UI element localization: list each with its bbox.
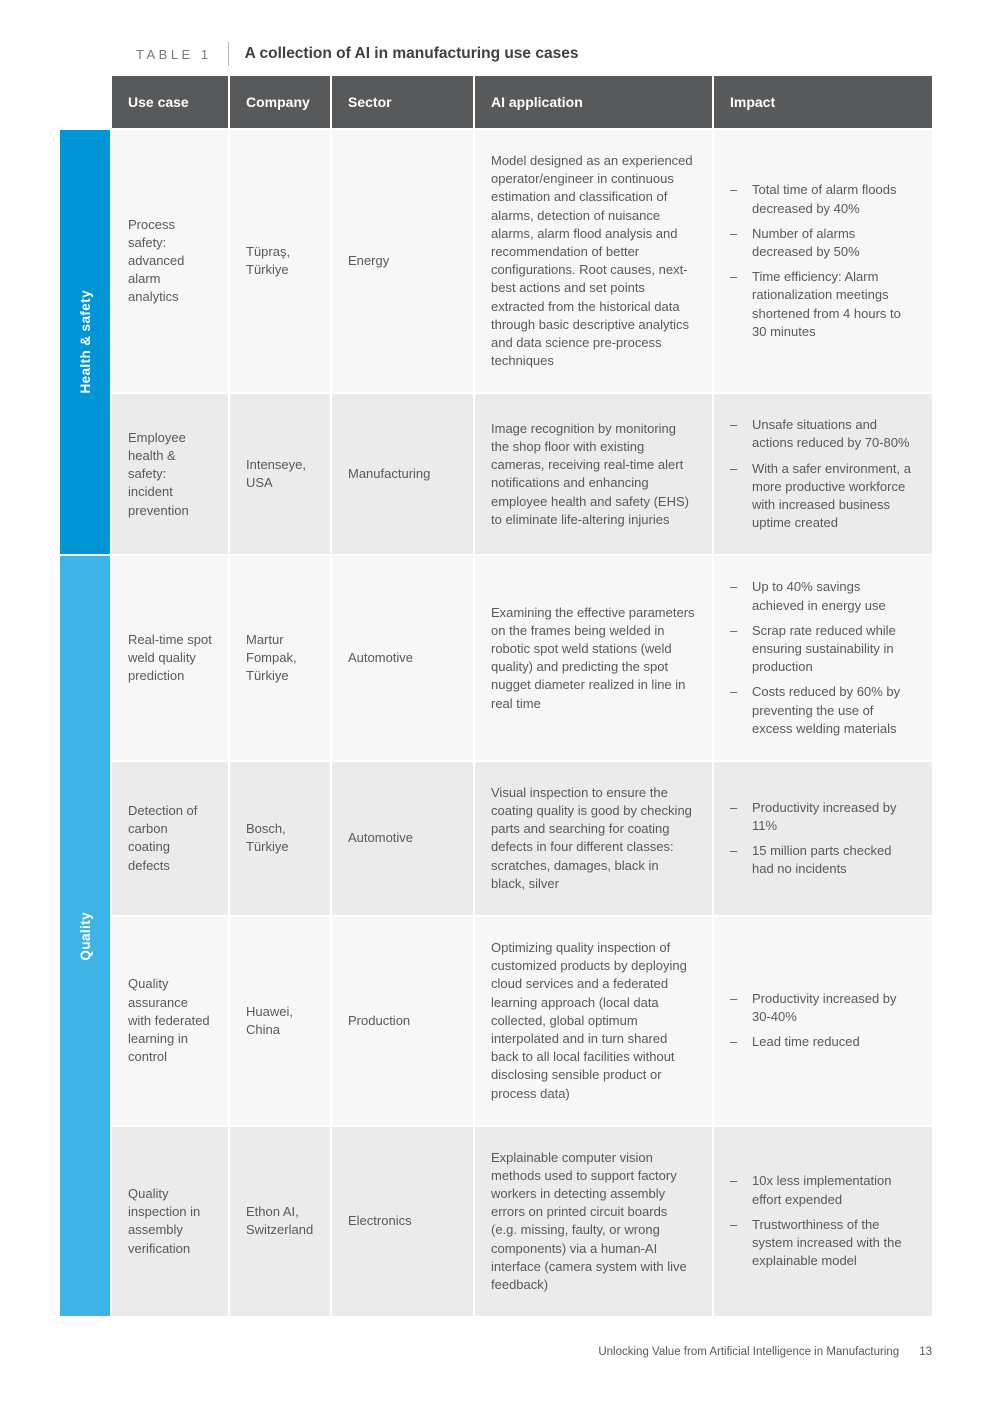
cell-use-case: Detection of carbon coating defects (112, 762, 228, 915)
cell-company: Ethon AI, Switzerland (230, 1127, 330, 1317)
impact-text: Total time of alarm floods decreased by 40% (752, 182, 897, 216)
column-header-use-case: Use case (112, 76, 228, 128)
impact-bullet-dash: – (730, 579, 738, 595)
impact-text: Number of alarms decreased by 50% (752, 225, 860, 259)
use-cases-table (60, 76, 932, 1318)
column-header-impact: Impact (714, 76, 932, 128)
impact-bullet-dash: – (730, 269, 738, 285)
impact-bullet-dash: – (730, 1034, 738, 1050)
impact-item (730, 622, 916, 677)
cell-use-case: Quality assurance with federated learning in control (112, 917, 228, 1125)
table-row (112, 556, 932, 760)
cell-impact (714, 1127, 932, 1317)
cell-impact (714, 556, 932, 760)
impact-item (730, 799, 916, 835)
cell-company: Huawei, China (230, 917, 330, 1125)
row-group (60, 556, 932, 1316)
impact-bullet-dash: – (730, 991, 738, 1007)
group-rows (112, 130, 932, 554)
cell-impact (714, 130, 932, 392)
cell-ai-application: Explainable computer vision methods used to support factory workers in detecting assembly errors on printed circuit boards (e.g. missing, faulty, or wrong components) via a human-AI interface (camera system with live feedback) (475, 1127, 712, 1317)
impact-item (730, 1216, 916, 1271)
cell-company: Martur Fompak, Türkiye (230, 556, 330, 760)
cell-sector: Manufacturing (332, 394, 473, 554)
impact-bullet-dash: – (730, 182, 738, 198)
impact-text: With a safer environment, a more productive workforce with increased business uptime created (752, 460, 911, 531)
impact-text: Unsafe situations and actions reduced by 70-80% (752, 417, 910, 451)
table-row (112, 917, 932, 1125)
table-body (60, 130, 932, 1316)
impact-bullet-dash: – (730, 1216, 738, 1232)
column-header-ai-application: AI application (475, 76, 712, 128)
impact-item (730, 268, 916, 341)
impact-bullet-dash: – (730, 417, 738, 433)
impact-bullet-dash: – (730, 225, 738, 241)
cell-use-case: Process safety: advanced alarm analytics (112, 130, 228, 392)
impact-text: Up to 40% savings achieved in energy use (752, 579, 886, 613)
cell-ai-application: Visual inspection to ensure the coating quality is good by checking parts and searching for coating defects in four different classes: scratches, damages, black in black, silver (475, 762, 712, 915)
impact-list (730, 1172, 916, 1270)
impact-text: 15 million parts checked had no incidents (752, 842, 892, 877)
row-group (60, 130, 932, 554)
cell-ai-application: Model designed as an experienced operator/engineer in continuous estimation and classification of alarms, detection of nuisance alarms, alarm flood analysis and recommendation of better configurations. Root causes, next-best actions and set points extracted from the historical data through basic descriptive analytics and data science pre-process techniques (475, 130, 712, 392)
cell-sector: Electronics (332, 1127, 473, 1317)
cell-sector: Energy (332, 130, 473, 392)
cell-sector: Production (332, 917, 473, 1125)
group-bar (60, 556, 110, 1316)
cell-sector: Automotive (332, 762, 473, 915)
impact-text: Productivity increased by 11% (752, 799, 897, 833)
cell-company: Bosch, Türkiye (230, 762, 330, 915)
impact-text: Costs reduced by 60% by preventing the use of excess welding materials (752, 684, 901, 736)
impact-list (730, 181, 916, 341)
cell-company: Intenseye, USA (230, 394, 330, 554)
group-bar (60, 130, 110, 554)
page-footer (598, 1346, 932, 1358)
cell-impact (714, 394, 932, 554)
impact-bullet-dash: – (730, 799, 738, 815)
impact-text: 10x less implementation effort expended (752, 1173, 892, 1207)
cell-impact (714, 762, 932, 915)
page-number: 13 (919, 1346, 932, 1358)
table-row (112, 1127, 932, 1317)
impact-item (730, 683, 916, 738)
impact-item (730, 990, 916, 1026)
impact-item (730, 578, 916, 614)
impact-list (730, 799, 916, 879)
table-header-row (112, 76, 932, 128)
table-title: A collection of AI in manufacturing use cases (244, 45, 579, 62)
impact-list (730, 578, 916, 738)
table-caption (136, 42, 578, 66)
table-row (112, 130, 932, 392)
table-row (112, 762, 932, 915)
column-header-company: Company (230, 76, 330, 128)
table-label: TABLE 1 (136, 46, 212, 62)
impact-bullet-dash: – (730, 1173, 738, 1189)
impact-item (730, 460, 916, 533)
cell-use-case: Employee health & safety: incident prevention (112, 394, 228, 554)
impact-item (730, 1033, 916, 1051)
impact-bullet-dash: – (730, 460, 738, 476)
group-label: Quality (77, 912, 93, 961)
impact-item (730, 225, 916, 261)
group-label: Health & safety (77, 290, 93, 394)
cell-use-case: Real-time spot weld quality prediction (112, 556, 228, 760)
impact-bullet-dash: – (730, 684, 738, 700)
cell-ai-application: Image recognition by monitoring the shop floor with existing cameras, receiving real-time alert notifications and enhancing employee health and safety (EHS) to eliminate life-altering injuries (475, 394, 712, 554)
cell-use-case: Quality inspection in assembly verification (112, 1127, 228, 1317)
impact-text: Trustworthiness of the system increased with the explainable model (752, 1216, 902, 1269)
cell-impact (714, 917, 932, 1125)
impact-list (730, 416, 916, 532)
impact-item (730, 181, 916, 217)
impact-item (730, 1172, 916, 1208)
impact-item (730, 842, 916, 878)
impact-text: Scrap rate reduced while ensuring sustainability in production (752, 622, 896, 675)
table-row (112, 394, 932, 554)
impact-text: Productivity increased by 30-40% (752, 991, 897, 1025)
cell-ai-application: Examining the effective parameters on the frames being welded in robotic spot weld stations (weld quality) and predicting the spot nugget diameter realized in line in real time (475, 556, 712, 760)
impact-text: Lead time reduced (752, 1034, 860, 1050)
impact-bullet-dash: – (730, 842, 738, 858)
impact-bullet-dash: – (730, 622, 738, 638)
cell-ai-application: Optimizing quality inspection of customized products by deploying cloud services and a federated learning approach (local data collected, global optimum interpolated and in turn shared back to all local facilities without disclosing sensible product or process data) (475, 917, 712, 1125)
cell-company: Tüpraş, Türkiye (230, 130, 330, 392)
group-rows (112, 556, 932, 1316)
impact-list (730, 990, 916, 1052)
cell-sector: Automotive (332, 556, 473, 760)
impact-text: Time efficiency: Alarm rationalization meetings shortened from 4 hours to 30 minutes (752, 269, 901, 339)
column-header-sector: Sector (332, 76, 473, 128)
footer-text: Unlocking Value from Artificial Intelligence in Manufacturing (598, 1346, 900, 1358)
impact-item (730, 416, 916, 452)
